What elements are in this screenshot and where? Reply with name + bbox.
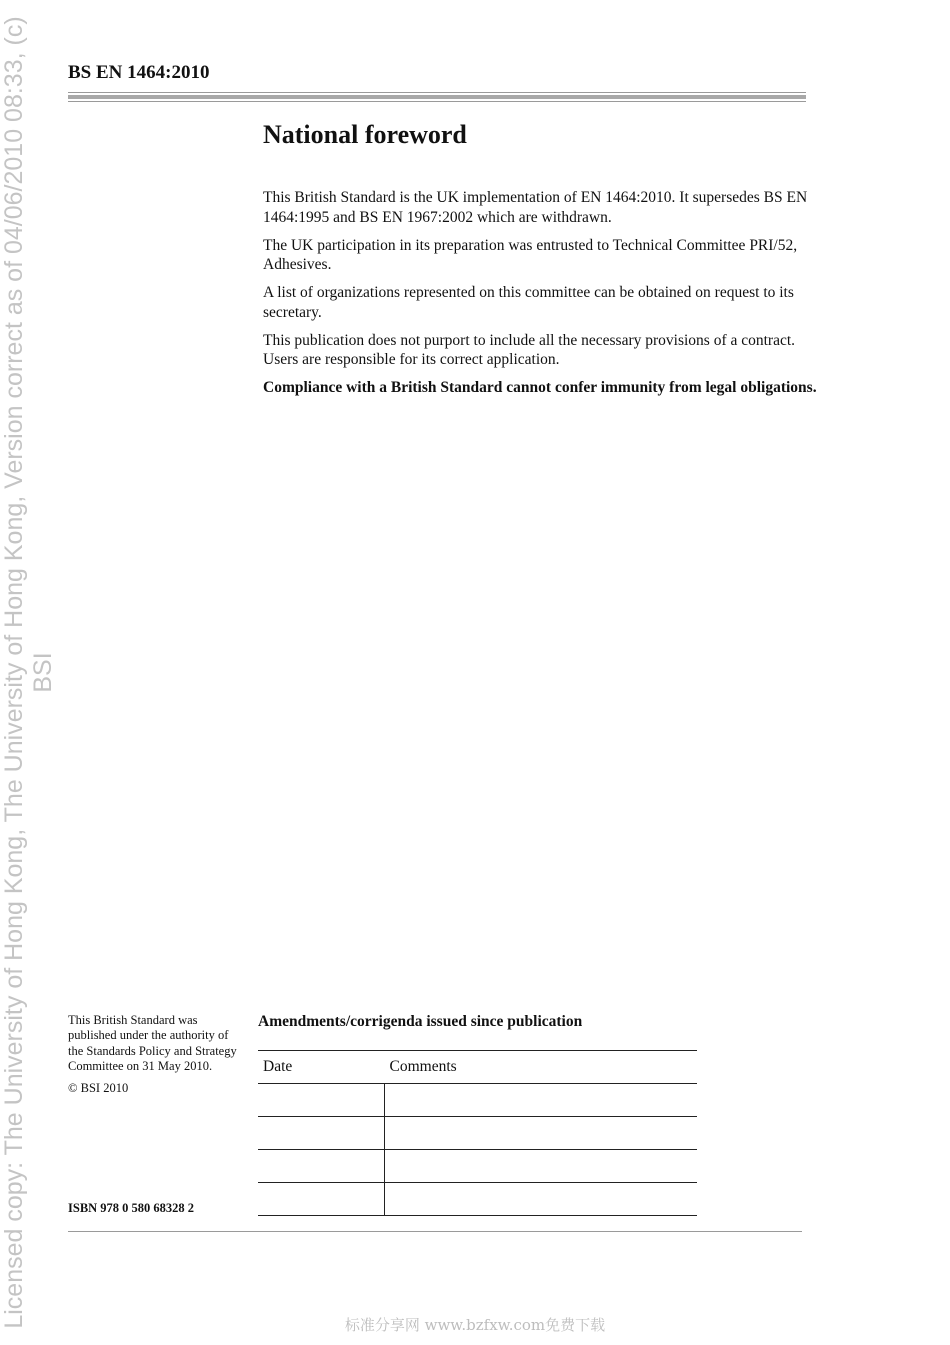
column-header-date: Date xyxy=(258,1051,385,1084)
standard-id: BS EN 1464:2010 xyxy=(68,62,210,83)
date-cell xyxy=(258,1183,385,1216)
foreword-paragraph: This British Standard is the UK implementation of EN 1464:2010. It supersedes BS EN 1464:1995 and BS EN 1967:2002 which are withdrawn. xyxy=(263,189,808,226)
header-rule-thick xyxy=(68,95,806,99)
amendments-title: Amendments/corrigenda issued since publication xyxy=(258,1013,583,1030)
comments-cell xyxy=(385,1117,698,1150)
license-watermark xyxy=(0,0,60,1345)
amendments-table xyxy=(258,1050,697,1216)
copyright-notice: © BSI 2010 xyxy=(68,1081,129,1096)
table-row xyxy=(258,1084,697,1117)
foreword-paragraph: The UK participation in its preparation was entrusted to Technical Committee PRI/52, Adhesives. xyxy=(263,236,798,273)
foreword-body xyxy=(263,188,823,406)
date-cell xyxy=(258,1117,385,1150)
table-header-row xyxy=(258,1051,697,1084)
table-row xyxy=(258,1117,697,1150)
publication-note: This British Standard was published under the authority of the Standards Policy and Strategy Committee on 31 May 2010. xyxy=(68,1013,237,1073)
compliance-statement: Compliance with a British Standard cannot confer immunity from legal obligations. xyxy=(263,379,817,396)
date-cell xyxy=(258,1150,385,1183)
table-row xyxy=(258,1150,697,1183)
comments-cell xyxy=(385,1150,698,1183)
header-rule-top xyxy=(68,92,806,93)
page-title: National foreword xyxy=(263,120,467,149)
isbn: ISBN 978 0 580 68328 2 xyxy=(68,1201,195,1215)
table-row xyxy=(258,1183,697,1216)
header-rule-bottom xyxy=(68,101,806,102)
column-header-comments: Comments xyxy=(385,1051,698,1084)
footer-rule xyxy=(68,1231,802,1232)
date-cell xyxy=(258,1084,385,1117)
publication-info xyxy=(68,1013,238,1103)
comments-cell xyxy=(385,1084,698,1117)
foreword-paragraph: A list of organizations represented on this committee can be obtained on request to its secretary. xyxy=(263,284,794,321)
footer-watermark: 标准分享网 www.bzfxw.com免费下载 xyxy=(344,1316,606,1334)
foreword-paragraph: This publication does not purport to include all the necessary provisions of a contract. Users are responsible for its correct application. xyxy=(263,331,796,368)
license-watermark-line2: BSI xyxy=(29,652,57,693)
license-watermark-line1: Licensed copy: The University of Hong Kong, The University of Hong Kong, Version correct as of 04/06/2010 08:33, (c) xyxy=(0,16,28,1329)
comments-cell xyxy=(385,1183,698,1216)
